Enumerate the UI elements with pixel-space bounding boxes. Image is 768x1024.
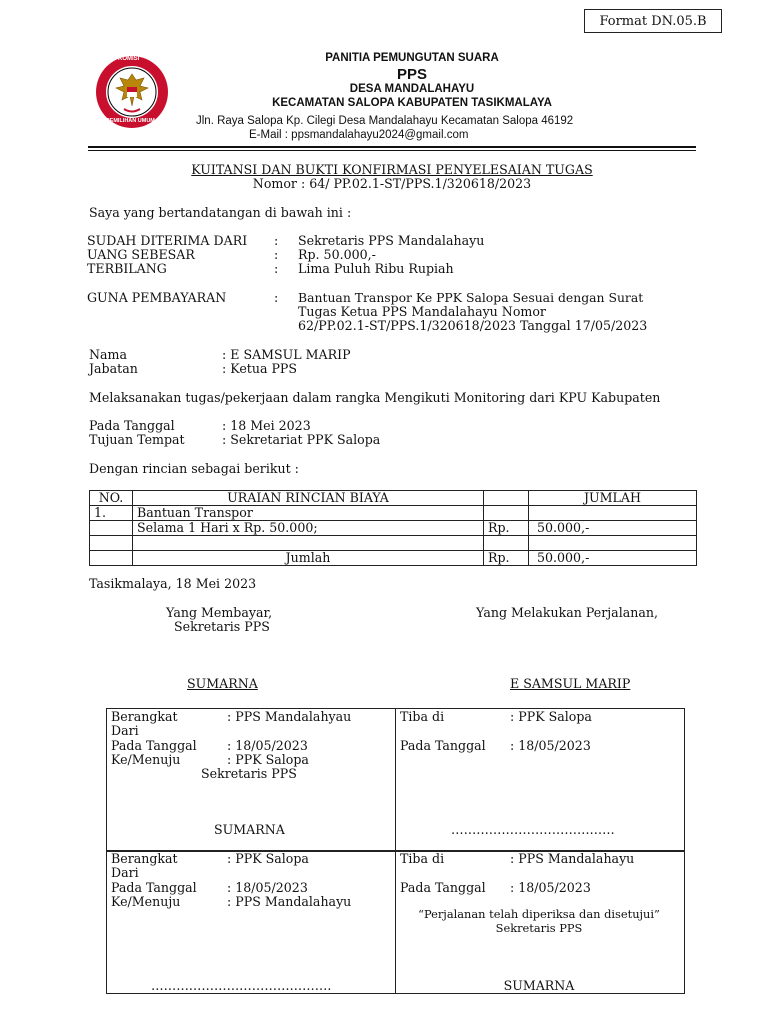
field-colon: :: [274, 290, 279, 305]
col-uraian-header: URAIAN RINCIAN BIAYA: [133, 491, 484, 506]
row1-jumlah: [529, 506, 697, 521]
table-header-row: [90, 491, 697, 506]
b2-tiba: : PPK Salopa: [510, 709, 592, 724]
travel-cell-arrive-2: [395, 851, 683, 993]
row2-rp: Rp.: [484, 521, 529, 536]
nama-label: Nama: [89, 347, 127, 362]
travel-box-top: [106, 708, 685, 852]
header-line3: DESA MANDALAHAYU: [349, 83, 475, 95]
guna-line2: Tugas Ketua PPS Mandalahayu Nomor: [298, 304, 546, 319]
col-no-header: NO.: [90, 491, 133, 506]
jabatan-label: Jabatan: [89, 361, 138, 376]
b4-tgl: : 18/05/2023: [510, 880, 591, 895]
b4-note: “Perjalanan telah diperiksa dan disetujui”: [418, 907, 660, 921]
rincian-intro: Dengan rincian sebagai berikut :: [89, 461, 299, 476]
guna-line3: 62/PP.02.1-ST/PPS.1/320618/2023 Tanggal 17/05/2023: [298, 318, 648, 333]
traveler-name: E SAMSUL MARIP: [510, 676, 631, 691]
b4-tiba-label: Tiba di: [400, 851, 445, 866]
total-rp: Rp.: [484, 551, 529, 566]
b4-tgl-label: Pada Tanggal: [400, 880, 486, 895]
table-total-row: [90, 551, 697, 566]
field-colon: :: [274, 247, 279, 262]
header-email: E-Mail : ppsmandalahayu2024@gmail.com: [249, 129, 469, 141]
b2-tiba-label: Tiba di: [400, 709, 445, 724]
logo-bottom-text: PEMILIHAN UMUM: [106, 118, 155, 124]
tujuan-label: Tujuan Tempat: [89, 432, 185, 447]
row2-uraian: Selama 1 Hari x Rp. 50.000;: [133, 521, 484, 536]
travel-cell-arrive-1: [395, 709, 683, 851]
b1-ke: : PPK Salopa: [227, 752, 309, 767]
payer-line1: Yang Membayar,: [166, 605, 273, 620]
field-colon: :: [274, 233, 279, 248]
nama-value: : E SAMSUL MARIP: [222, 347, 351, 362]
b3-dari: Dari: [111, 865, 139, 880]
header-rule-thin: [88, 150, 696, 151]
total-jumlah: 50.000,-: [529, 551, 697, 566]
b2-tgl: : 18/05/2023: [510, 738, 591, 753]
row1-no: 1.: [90, 506, 133, 521]
b3-tgl: : 18/05/2023: [227, 880, 308, 895]
field-value-sebesar: Rp. 50.000,-: [298, 247, 376, 262]
row3-uraian: [133, 536, 484, 551]
field-label-terbilang: TERBILANG: [87, 261, 167, 276]
jabatan-value: : Ketua PPS: [222, 361, 298, 376]
row1-uraian: Bantuan Transpor: [133, 506, 484, 521]
col-jumlah-header: JUMLAH: [529, 491, 697, 506]
col-rp-header: [484, 491, 529, 506]
row2-jumlah: 50.000,-: [529, 521, 697, 536]
table-row: [90, 521, 697, 536]
kpu-logo: [94, 54, 170, 130]
total-label: Jumlah: [133, 551, 484, 566]
table-row: [90, 506, 697, 521]
b4-tiba: : PPS Mandalahayu: [510, 851, 635, 866]
payer-line2: Sekretaris PPS: [174, 619, 270, 634]
traveler-line1: Yang Melakukan Perjalanan,: [476, 605, 658, 620]
table-row: [90, 536, 697, 551]
header-line4: KECAMATAN SALOPA KABUPATEN TASIKMALAYA: [272, 97, 552, 109]
row3-rp: [484, 536, 529, 551]
field-value-terbilang: Lima Puluh Ribu Rupiah: [298, 261, 454, 276]
header-line2: PPS: [396, 66, 427, 83]
b1-berangkat: Berangkat: [111, 709, 178, 724]
logo-top-text: KOMISI: [118, 56, 140, 62]
field-colon: :: [274, 261, 279, 276]
b3-from: : PPK Salopa: [227, 851, 309, 866]
b1-name: SUMARNA: [214, 822, 285, 837]
b1-dari: Dari: [111, 723, 139, 738]
b3-signature-line: …………………………………….: [151, 978, 332, 993]
b1-from: : PPS Mandalahyau: [227, 709, 352, 724]
field-value-diterima: Sekretaris PPS Mandalahayu: [298, 233, 485, 248]
b3-berangkat: Berangkat: [111, 851, 178, 866]
travel-cell-depart-1: [107, 709, 396, 851]
doc-number: Nomor : 64/ PP.02.1-ST/PPS.1/320618/2023: [252, 176, 532, 191]
tanggal-label: Pada Tanggal: [89, 418, 175, 433]
b1-tgl: : 18/05/2023: [227, 738, 308, 753]
cost-table: [89, 490, 697, 566]
format-label: Format DN.05.B: [584, 9, 722, 33]
b3-ke-label: Ke/Menuju: [111, 894, 181, 909]
row2-no: [90, 521, 133, 536]
field-label-sebesar: UANG SEBESAR: [87, 247, 195, 262]
header-line1: PANITIA PEMUNGUTAN SUARA: [325, 52, 499, 64]
b1-role: Sekretaris PPS: [201, 766, 297, 781]
task-text: Melaksanakan tugas/pekerjaan dalam rangka Mengikuti Monitoring dari KPU Kabupaten: [89, 390, 661, 405]
row3-no: [90, 536, 133, 551]
payer-name: SUMARNA: [187, 676, 258, 691]
header-rule-thick: [88, 146, 696, 148]
place-date: Tasikmalaya, 18 Mei 2023: [89, 576, 257, 591]
row3-jumlah: [529, 536, 697, 551]
total-no: [90, 551, 133, 566]
b3-ke: : PPS Mandalahayu: [227, 894, 352, 909]
tanggal-value: : 18 Mei 2023: [222, 418, 311, 433]
travel-box-bottom: [106, 850, 685, 994]
doc-title: KUITANSI DAN BUKTI KONFIRMASI PENYELESAIAN TUGAS: [191, 162, 593, 177]
b2-tgl-label: Pada Tanggal: [400, 738, 486, 753]
b4-name: SUMARNA: [503, 978, 575, 993]
field-label-guna: GUNA PEMBAYARAN: [87, 290, 227, 305]
row1-rp: [484, 506, 529, 521]
b1-tgl-label: Pada Tanggal: [111, 738, 197, 753]
guna-line1: Bantuan Transpor Ke PPK Salopa Sesuai dengan Surat: [298, 290, 644, 305]
field-label-diterima: SUDAH DITERIMA DARI: [87, 233, 248, 248]
tujuan-value: : Sekretariat PPK Salopa: [222, 432, 381, 447]
header-address: Jln. Raya Salopa Kp. Cilegi Desa Mandalahayu Kecamatan Salopa 46192: [196, 115, 574, 127]
travel-cell-depart-2: [107, 851, 396, 993]
b4-role: Sekretaris PPS: [495, 921, 583, 935]
intro-text: Saya yang bertandatangan di bawah ini :: [89, 205, 352, 220]
b1-ke-label: Ke/Menuju: [111, 752, 181, 767]
b3-tgl-label: Pada Tanggal: [111, 880, 197, 895]
b2-signature-line: …………………………………: [451, 822, 615, 837]
